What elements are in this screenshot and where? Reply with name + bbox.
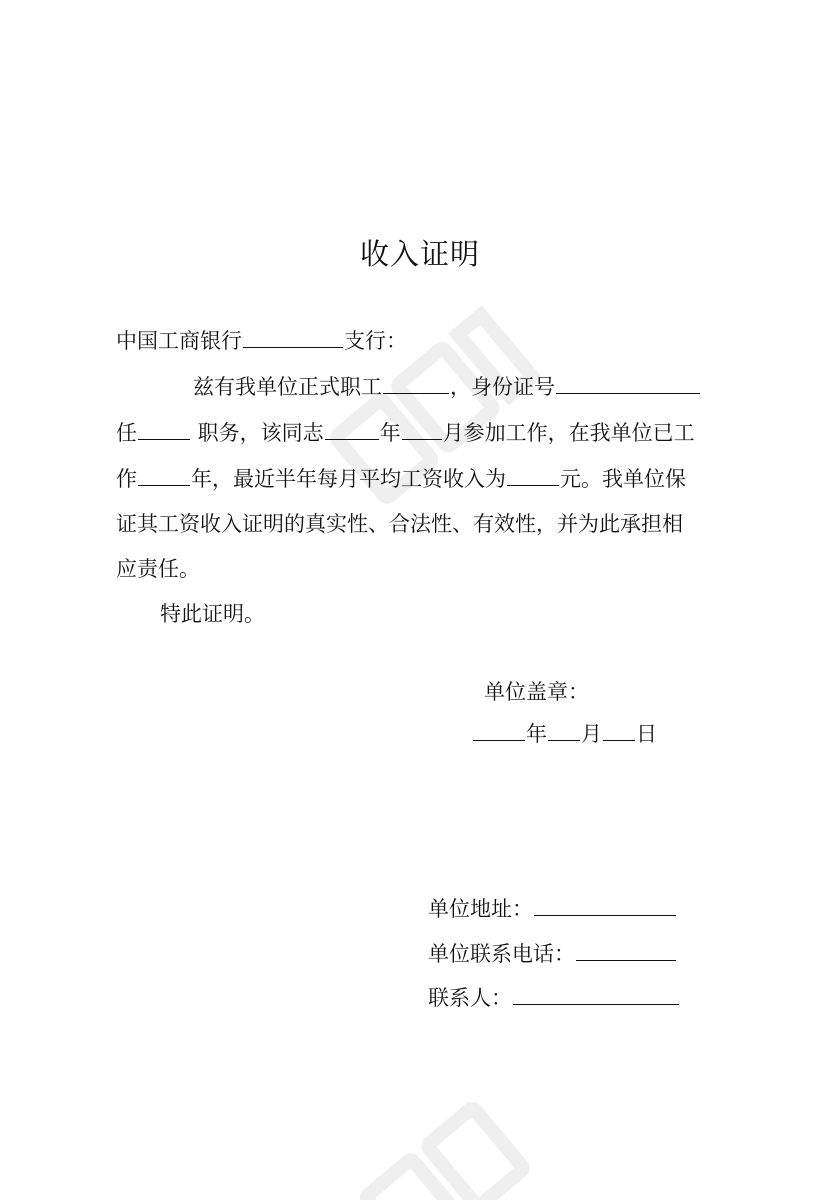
bank-name: 中国工商银行 [116,329,242,353]
watermark-logo-icon [330,1040,590,1200]
phone-label: 单位联系电话： [428,942,575,966]
phone-line [428,940,677,968]
contact-person-blank[interactable] [513,984,679,1005]
branch-blank[interactable] [243,327,343,348]
body-text: 元。我单位保 [560,467,686,491]
year-label: 年 [526,722,547,746]
body-text: 任 [116,421,137,445]
body-line-2 [116,419,695,447]
seal-label: 单位盖章： [484,680,589,704]
position-blank[interactable] [138,419,190,440]
address-blank[interactable] [534,895,676,916]
day-label: 日 [636,722,657,746]
addressee-line [116,327,407,355]
branch-suffix: 支行： [344,329,407,353]
closing-text: 特此证明。 [160,602,265,626]
salary-blank[interactable] [507,465,559,486]
body-text: 作 [116,467,137,491]
id-number-blank[interactable] [556,373,700,394]
address-line [428,895,677,923]
body-line-5: 应责任。 [116,557,200,581]
date-line [472,720,657,748]
years-worked-blank[interactable] [138,465,190,486]
body-text: 年 [379,421,401,445]
start-month-blank[interactable] [402,419,442,440]
employee-name-blank[interactable] [383,373,449,394]
month-label: 月 [581,722,602,746]
body-text: 年，最近半年每月平均工资收入为 [191,467,506,491]
body-line-4: 证其工资收入证明的真实性、合法性、有效性，并为此承担相 [116,512,683,536]
body-text: 兹有我单位正式职工 [193,375,382,399]
body-line-1 [193,373,701,401]
address-label: 单位地址： [428,897,533,921]
body-text: 职务，该同志 [191,421,324,445]
contact-person-line [428,984,680,1012]
seal-year-blank[interactable] [473,720,525,741]
watermark-logo-icon [300,280,560,540]
start-year-blank[interactable] [325,419,379,440]
seal-month-blank[interactable] [548,720,580,741]
body-text: ，身份证号 [450,375,555,399]
page-title: 收入证明 [359,237,480,271]
contact-person-label: 联系人： [428,986,512,1010]
body-line-3 [116,465,686,493]
seal-day-blank[interactable] [603,720,635,741]
body-text: 月参加工作，在我单位已工 [442,421,695,445]
phone-blank[interactable] [576,940,676,961]
